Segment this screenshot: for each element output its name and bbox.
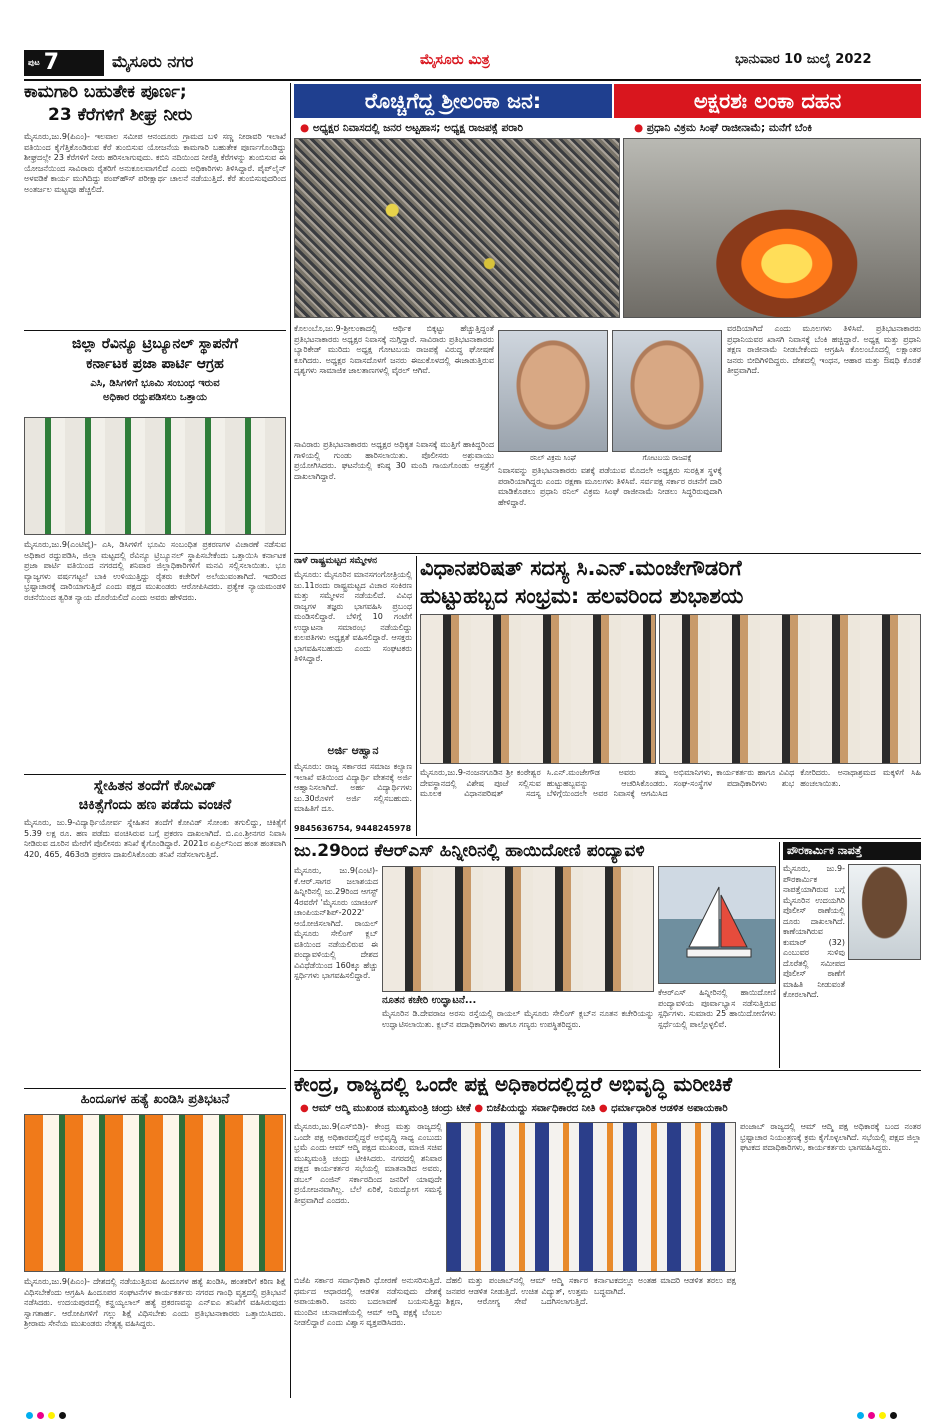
divider (294, 1070, 921, 1071)
lead-portrait-gotabaya (612, 330, 722, 452)
mlc-headline-2: ಹುಟ್ಟುಹಬ್ಬದ ಸಂಭ್ರಮ: ಹಲವರಿಂದ ಶುಭಾಶಯ (420, 584, 744, 608)
page-number-badge (24, 50, 104, 76)
column-rule (290, 83, 291, 1398)
lead-banner-right (614, 84, 921, 118)
bottom-body-2: ಬಿಜೆಪಿ ಸರ್ಕಾರ ಸರ್ವಾಧಿಕಾರಿ ಧೋರಣೆ ಅನುಸರಿಸುತ್ತಿದೆ. ಧರ್ಮದ ಆಧಾರದಲ್ಲಿ ಆಡಳಿತ ನಡೆಸುವುದು ದೇಶಕ್ಕೆ ಅಪಾಯಕಾರಿ. ಜನರು ಬದಲಾವಣೆ ಬಯಸುತ್ತಿದ್ದು ಮುಂದಿನ ಚುನಾವಣೆಯಲ್ಲಿ ಆಮ್ ಆದ್ಮಿ ಪಕ್ಷಕ್ಕೆ ಬೆಂಬಲ ನೀಡಲಿದ್ದಾರೆ ಎಂದು ವಿಶ್ವಾಸ ವ್ಯಕ್ತಪಡಿಸಿದರು. (294, 1276, 442, 1327)
missing-title: ಪೌರಕಾರ್ಮಿಕ ನಾಪತ್ತೆ (783, 842, 921, 860)
sailboat-icon (659, 867, 776, 984)
divider (294, 838, 921, 839)
paper-name: ಮೈಸೂರು ಮಿತ್ರ (420, 52, 490, 68)
section-name: ಮೈಸೂರು ನಗರ (112, 52, 194, 71)
office-photo (382, 866, 654, 992)
lead-bullet-1 (300, 122, 630, 135)
lead-portrait-ranil-caption: ರನಿಲ್ ವಿಕ್ರಮ ಸಿಂಘೆ (530, 454, 576, 462)
left-bottom-headline: ಹಿಂದೂಗಳ ಹತ್ಯೆ ಖಂಡಿಸಿ ಪ್ರತಿಭಟನೆ (80, 1092, 230, 1107)
left-mid-headline-2: ಕರ್ನಾಟಕ ಪ್ರಜಾ ಪಾರ್ಟಿ ಆಗ್ರಹ (86, 356, 224, 372)
bullet-icon: ● (300, 122, 310, 134)
bullet-icon: ● (474, 1103, 484, 1114)
page-label: ಪುಟ (28, 58, 40, 67)
mlc-photo-2 (659, 614, 921, 764)
conference-body: ಮೈಸೂರು: ಮೈಸೂರಿನ ಮಾನಸಗಂಗೋತ್ರಿಯಲ್ಲಿ ಜು.11ರಂದು ರಾಷ್ಟ್ರಮಟ್ಟದ ವಿಚಾರ ಸಂಕಿರಣ ಮತ್ತು ಸಮ್ಮೇಳನ ನಡೆಯಲಿದೆ. ವಿವಿಧ ರಾಜ್ಯಗಳ ತಜ್ಞರು ಭಾಗವಹಿಸಿ ಪ್ರಬಂಧ ಮಂಡಿಸಲಿದ್ದಾರೆ. ಬೆಳಿಗ್ಗೆ 10 ಗಂಟೆಗೆ ಉದ್ಘಾಟನಾ ಸಮಾರಂಭ ನಡೆಯಲಿದ್ದು ಕುಲಪತಿಗಳು ಅಧ್ಯಕ್ಷತೆ ವಹಿಸಲಿದ್ದಾರೆ. ಆಸಕ್ತರು ಭಾಗವಹಿಸಬಹುದು ಎಂದು ಸಂಘಟಕರು ತಿಳಿಸಿದ್ದಾರೆ. (294, 570, 412, 663)
lead-bullet-1-text: ಅಧ್ಯಕ್ಷರ ನಿವಾಸದಲ್ಲಿ ಜನರ ಅಟ್ಟಹಾಸ; ಅಧ್ಯಕ್ಷ ರಾಜಪಕ್ಸೆ ಪರಾರಿ (312, 122, 524, 134)
divider (24, 1088, 286, 1089)
bottom-bullet-1: ಆಮ್ ಆದ್ಮಿ ಮುಖಂಡ ಮುಖ್ಯಮಂತ್ರಿ ಚಂದ್ರು ಟೀಕೆ (312, 1103, 471, 1114)
registration-marks (24, 1404, 68, 1423)
lead-photo-crowd (294, 138, 620, 318)
bottom-body-1: ಮೈಸೂರು,ಜು.9(ಎಸ್‌ಬಿಡಿ)- ಕೇಂದ್ರ ಮತ್ತು ರಾಜ್ಯದಲ್ಲಿ ಒಂದೇ ಪಕ್ಷ ಅಧಿಕಾರದಲ್ಲಿದ್ದರೆ ಅಭಿವೃದ್ಧಿ ಸಾಧ್ಯ ಎಂಬುದು ಭ್ರಮೆ ಎಂದು ಆಮ್ ಆದ್ಮಿ ಪಕ್ಷದ ಮುಖಂಡ, ಮಾಜಿ ಸಚಿವ ಮುಖ್ಯಮಂತ್ರಿ ಚಂದ್ರು ಟೀಕಿಸಿದರು. ನಗರದಲ್ಲಿ ಶನಿವಾರ ಪಕ್ಷದ ಕಾರ್ಯಕರ್ತರ ಸಭೆಯಲ್ಲಿ ಮಾತನಾಡಿದ ಅವರು, ಡಬಲ್ ಎಂಜಿನ್ ಸರ್ಕಾರದಿಂದ ಜನರಿಗೆ ಯಾವುದೇ ಪ್ರಯೋಜನವಾಗಿಲ್ಲ. ಬೆಲೆ ಏರಿಕೆ, ನಿರುದ್ಯೋಗ ಸಮಸ್ಯೆ ತೀವ್ರವಾಗಿದೆ ಎಂದರು. (294, 1122, 442, 1205)
lead-banner-left-text: ರೊಚ್ಚಿಗೆದ್ದ ಶ್ರೀಲಂಕಾ ಜನ: (364, 88, 542, 113)
left-bottom-photo (24, 1114, 286, 1272)
bottom-body-3: ದೆಹಲಿ ಮತ್ತು ಪಂಜಾಬ್‌ನಲ್ಲಿ ಆಮ್ ಆದ್ಮಿ ಸರ್ಕಾರ ಜನಪರ ಆಡಳಿತ ನೀಡುತ್ತಿದೆ. ಉಚಿತ ವಿದ್ಯುತ್, ಉತ್ತಮ ಶಿಕ್ಷಣ, ಆರೋಗ್ಯ ಸೇವೆ ಒದಗಿಸಲಾಗುತ್ತಿದೆ. ಕರ್ನಾಟಕದಲ್ಲೂ ಅಂತಹ ಮಾದರಿ ಆಡಳಿತ ತರಲು ಪಕ್ಷ ಬದ್ಧವಾಗಿದೆ. (446, 1276, 736, 1306)
page-number: 7 (43, 50, 60, 75)
left-bottom-body: ಮೈಸೂರು,ಜು.9(ಪಿಎಂ)- ದೇಶದಲ್ಲಿ ನಡೆಯುತ್ತಿರುವ ಹಿಂದೂಗಳ ಹತ್ಯೆ ಖಂಡಿಸಿ, ಹಂತಕರಿಗೆ ಕಠಿಣ ಶಿಕ್ಷೆ ವಿಧಿಸಬೇಕೆಂದು ಆಗ್ರಹಿಸಿ ಹಿಂದೂಪರ ಸಂಘಟನೆಗಳ ಕಾರ್ಯಕರ್ತರು ನಗರದ ಗಾಂಧಿ ವೃತ್ತದಲ್ಲಿ ಪ್ರತಿಭಟನೆ ನಡೆಸಿದರು. ಉದಯಪುರದಲ್ಲಿ ಕನ್ಹಯ್ಯಲಾಲ್ ಹತ್ಯೆ ಪ್ರಕರಣವನ್ನು ಎನ್‌ಐಎ ತನಿಖೆಗೆ ವಹಿಸಿರುವುದು ಸ್ವಾಗತಾರ್ಹ. ಆರೋಪಿಗಳಿಗೆ ಗಲ್ಲು ಶಿಕ್ಷೆ ವಿಧಿಸಬೇಕು ಎಂದು ಪ್ರತಿಭಟನಾಕಾರರು ಒತ್ತಾಯಿಸಿದರು. ಶ್ರೀರಾಮ ಸೇನೆಯ ಮುಖಂಡರು ನೇತೃತ್ವ ವಹಿಸಿದ್ದರು. (24, 1277, 286, 1328)
left-low-headline-1: ಸ್ನೇಹಿತನ ತಂದೆಗೆ ಕೋವಿಡ್ (93, 778, 217, 794)
left-top-headline-2: 23 ಕೆರೆಗಳಿಗೆ ಶೀಘ್ರ ನೀರು (48, 105, 193, 125)
lead-body-col1b: ಸಾವಿರಾರು ಪ್ರತಿಭಟನಾಕಾರರು ಅಧ್ಯಕ್ಷರ ಅಧಿಕೃತ ನಿವಾಸಕ್ಕೆ ಮುತ್ತಿಗೆ ಹಾಕಿದ್ದರಿಂದ ಗಾಳಿಯಲ್ಲಿ ಗುಂಡು ಹಾರಿಸಲಾಯಿತು. ಪೊಲೀಸರು ಅಶ್ರುವಾಯು ಪ್ರಯೋಗಿಸಿದರು. ಘಟನೆಯಲ್ಲಿ ಕನಿಷ್ಠ 30 ಮಂದಿ ಗಾಯಗೊಂಡು ಆಸ್ಪತ್ರೆಗೆ ದಾಖಲಾಗಿದ್ದಾರೆ. (294, 440, 494, 481)
bottom-headline: ಕೇಂದ್ರ, ರಾಜ್ಯದಲ್ಲಿ ಒಂದೇ ಪಕ್ಷ ಅಧಿಕಾರದಲ್ಲಿದ್ದರೆ ಅಭಿವೃದ್ಧಿ ಮರೀಚಿಕೆ (294, 1072, 733, 1096)
divider (24, 774, 286, 775)
issue-date: ಭಾನುವಾರ 10 ಜುಲೈ 2022 (735, 52, 872, 67)
left-mid-subhead-2: ಅಧಿಕಾರ ರದ್ದುಪಡಿಸಲು ಒತ್ತಾಯ (103, 392, 207, 403)
boat-body: ಮೈಸೂರು, ಜು.9(ಎಂಟಿ)- ಕೆ.ಆರ್.ಸಾಗರ ಜಲಾಶಯದ ಹಿನ್ನೀರಿನಲ್ಲಿ ಜು.29ರಿಂದ ಆಗಸ್ಟ್ 4ರವರೆಗೆ 'ಮೈಸೂರು ಯಾಚಿಂಗ್ ಚಾಂಪಿಯನ್‌ಶಿಪ್-2022' ಆಯೋಜಿಸಲಾಗಿದೆ. ರಾಯಲ್ ಮೈಸೂರು ಸೇಲಿಂಗ್ ಕ್ಲಬ್ ವತಿಯಿಂದ ನಡೆಯಲಿರುವ ಈ ಪಂದ್ಯಾವಳಿಯಲ್ಲಿ ದೇಶದ ವಿವಿಧೆಡೆಯಿಂದ 160ಕ್ಕೂ ಹೆಚ್ಚು ಸ್ಪರ್ಧಿಗಳು ಭಾಗವಹಿಸಲಿದ್ದಾರೆ. (294, 866, 378, 980)
lead-banner-right-text: ಅಕ್ಷರಶಃ ಲಂಕಾ ದಹನ (693, 88, 842, 113)
registration-marks (855, 1404, 899, 1423)
left-mid-subhead-1: ಎಸಿ, ಡಿಸಿಗಳಿಗೆ ಭೂಮಿ ಸಂಬಂಧ ಇರುವ (90, 378, 220, 389)
mlc-body: ಮೈಸೂರು,ಜು.9-ನಂಜನಗೂಡಿನ ಶ್ರೀ ಕಂಠೇಶ್ವರ ದೇವಸ್ಥಾನದಲ್ಲಿ ವಿಶೇಷ ಪೂಜೆ ಸಲ್ಲಿಸುವ ಮೂಲಕ ವಿಧಾನಪರಿಷತ್ ಸದಸ್ಯ ಸಿ.ಎನ್.ಮಂಜೇಗೌಡ ಅವರು ತಮ್ಮ ಹುಟ್ಟುಹಬ್ಬವನ್ನು ಆಚರಿಸಿಕೊಂಡರು. ಬೆಳಿಗ್ಗೆಯಿಂದಲೇ ಅವರ ನಿವಾಸಕ್ಕೆ ಆಗಮಿಸಿದ ಅಭಿಮಾನಿಗಳು, ಕಾರ್ಯಕರ್ತರು ಹಾಗೂ ವಿವಿಧ ಸಂಘ-ಸಂಸ್ಥೆಗಳ ಪದಾಧಿಕಾರಿಗಳು ಶುಭ ಕೋರಿದರು. ಅನಾಥಾಶ್ರಮದ ಮಕ್ಕಳಿಗೆ ಸಿಹಿ ಹಂಚಲಾಯಿತು. (420, 768, 921, 798)
bullet-icon: ● (598, 1103, 608, 1114)
bottom-bullet-3: ಧರ್ಮಾಧಾರಿತ ಆಡಳಿತ ಅಪಾಯಕಾರಿ (611, 1103, 728, 1114)
mlc-headline-1: ವಿಧಾನಪರಿಷತ್ ಸದಸ್ಯ ಸಿ.ಎನ್.ಮಂಜೇಗೌಡರಿಗೆ (420, 556, 742, 580)
bottom-bullets (300, 1103, 921, 1114)
column-rule (416, 556, 417, 836)
bottom-body-4: ಪಂಜಾಬ್ ರಾಜ್ಯದಲ್ಲಿ ಆಮ್ ಆದ್ಮಿ ಪಕ್ಷ ಅಧಿಕಾರಕ್ಕೆ ಬಂದ ನಂತರ ಭ್ರಷ್ಟಾಚಾರ ನಿಯಂತ್ರಣಕ್ಕೆ ಕ್ರಮ ಕೈಗೊಳ್ಳಲಾಗಿದೆ. ಸಭೆಯಲ್ಲಿ ಪಕ್ಷದ ಜಿಲ್ಲಾ ಘಟಕದ ಪದಾಧಿಕಾರಿಗಳು, ಕಾರ್ಯಕರ್ತರು ಭಾಗವಹಿಸಿದ್ದರು. (740, 1122, 921, 1152)
bottom-bullet-2: ಬಿಜೆಪಿಯದ್ದು ಸರ್ವಾಧಿಕಾರದ ನೀತಿ (486, 1103, 596, 1114)
office-caption: ನೂತನ ಕಚೇರಿ ಉದ್ಘಾಟನೆ... (382, 995, 477, 1006)
boat-caption: ಕೆಆರ್‌ಎಸ್ ಹಿನ್ನೀರಿನಲ್ಲಿ ಹಾಯಿದೋಣಿ ಪಂದ್ಯಾವಳಿಯ ಪೂರ್ವಾಭ್ಯಾಸ ನಡೆಸುತ್ತಿರುವ ಸ್ಪರ್ಧಿಗಳು. ಸುಮಾರು 25 ಹಾಯಿದೋಣಿಗಳು ಸ್ಪರ್ಧೆಯಲ್ಲಿ ಪಾಲ್ಗೊಳ್ಳಲಿವೆ. (658, 988, 776, 1029)
lead-bullet-2-text: ಪ್ರಧಾನಿ ವಿಕ್ರಮ ಸಿಂಘೆ ರಾಜೀನಾಮೆ; ಮನೆಗೆ ಬೆಂಕಿ (646, 122, 813, 134)
left-top-headline-1: ಕಾಮಗಾರಿ ಬಹುತೇಕ ಪೂರ್ಣ; (24, 82, 187, 102)
lead-portrait-gotabaya-caption: ಗೋಟಬಯ ರಾಜಪಕ್ಸೆ (642, 454, 692, 462)
left-mid-headline-1: ಜಿಲ್ಲಾ ರೆವಿನ್ಯೂ ಟ್ರಿಬ್ಯೂನಲ್ ಸ್ಥಾಪನೆಗೆ (71, 336, 239, 352)
missing-body: ಮೈಸೂರು, ಜು.9- ಪೌರಕಾರ್ಮಿಕ ನಾಪತ್ತೆಯಾಗಿರುವ ಬಗ್ಗೆ ಮೈಸೂರಿನ ಉದಯಗಿರಿ ಪೊಲೀಸ್ ಠಾಣೆಯಲ್ಲಿ ದೂರು ದಾಖಲಾಗಿದೆ. ಕಾಣೆಯಾಗಿರುವ ಕುಮಾರ್ (32) ಎಂಬುವರ ಸುಳಿವು ದೊರೆತಲ್ಲಿ ಸಮೀಪದ ಪೊಲೀಸ್ ಠಾಣೆಗೆ ಮಾಹಿತಿ ನೀಡುವಂತೆ ಕೋರಲಾಗಿದೆ. (783, 864, 845, 999)
missing-photo (848, 864, 921, 960)
bullet-icon: ● (300, 1103, 309, 1114)
boat-headline: ಜು.29ರಿಂದ ಕೆಆರ್‌ಎಸ್ ಹಿನ್ನೀರಿನಲ್ಲಿ ಹಾಯಿದೋಣಿ ಪಂದ್ಯಾವಳಿ (294, 841, 645, 861)
masthead-rule (24, 79, 921, 81)
office-body: ಮೈಸೂರಿನ ಡಿ.ದೇವರಾಜ ಅರಸು ರಸ್ತೆಯಲ್ಲಿ ರಾಯಲ್ ಮೈಸೂರು ಸೇಲಿಂಗ್ ಕ್ಲಬ್‌ನ ನೂತನ ಕಚೇರಿಯನ್ನು ಉದ್ಘಾಟಿಸಲಾಯಿತು. ಕ್ಲಬ್‌ನ ಪದಾಧಿಕಾರಿಗಳು ಹಾಗೂ ಗಣ್ಯರು ಉಪಸ್ಥಿತರಿದ್ದರು. (382, 1009, 654, 1029)
bullet-icon: ● (634, 122, 644, 134)
lead-body-col2: ನಿವಾಸವನ್ನು ಪ್ರತಿಭಟನಾಕಾರರು ವಶಕ್ಕೆ ಪಡೆಯುವ ಮೊದಲೇ ಅಧ್ಯಕ್ಷರು ಸುರಕ್ಷಿತ ಸ್ಥಳಕ್ಕೆ ಪರಾರಿಯಾಗಿದ್ದರು ಎಂದು ರಕ್ಷಣಾ ಮೂಲಗಳು ತಿಳಿಸಿವೆ. ಸರ್ವಪಕ್ಷ ಸರ್ಕಾರ ರಚನೆಗೆ ದಾರಿ ಮಾಡಿಕೊಡಲು ಪ್ರಧಾನಿ ರನಿಲ್ ವಿಕ್ರಮ ಸಿಂಘೆ ರಾಜೀನಾಮೆ ನೀಡಲು ಸಿದ್ಧರಿರುವುದಾಗಿ ಹೇಳಿದ್ದಾರೆ. (498, 466, 722, 507)
left-low-headline-2: ಚಿಕಿತ್ಸೆಗೆಂದು ಹಣ ಪಡೆದು ವಂಚನೆ (78, 797, 232, 813)
lead-portrait-ranil (498, 330, 608, 452)
left-low-body: ಮೈಸೂರು, ಜು.9-ವಿದ್ಯಾರ್ಥಿಯೋರ್ವ ಸ್ನೇಹಿತನ ತಂದೆಗೆ ಕೋವಿಡ್ ಸೋಂಕು ತಗುಲಿದ್ದು, ಚಿಕಿತ್ಸೆಗೆ 5.39 ಲಕ್ಷ ರೂ. ಹಣ ಪಡೆದು ವಂಚಿಸಿರುವ ಬಗ್ಗೆ ಪ್ರಕರಣ ದಾಖಲಾಗಿದೆ. ಬಿ.ಎಂ.ಶ್ರೀನಗರ ನಿವಾಸಿ ನೀಡಿರುವ ದೂರಿನ ಮೇರೆಗೆ ಪೊಲೀಸರು ತನಿಖೆ ಕೈಗೊಂಡಿದ್ದಾರೆ. 2021ರ ಏಪ್ರಿಲ್‌ನಿಂದ ಹಂತ ಹಂತವಾಗಿ 420, 465, 463ರಡಿ ಪ್ರಕರಣ ದಾಖಲಿಸಿಕೊಂಡು ತನಿಖೆ ನಡೆಸಲಾಗುತ್ತಿದೆ. (24, 818, 286, 859)
conference-title: ನಾಳೆ ರಾಷ್ಟ್ರಮಟ್ಟದ ಸಮ್ಮೇಳನ (294, 556, 377, 566)
invite-phone: 9845636754, 9448245978 (294, 824, 412, 833)
invite-body: ಮೈಸೂರು: ರಾಜ್ಯ ಸರ್ಕಾರದ ಸಮಾಜ ಕಲ್ಯಾಣ ಇಲಾಖೆ ವತಿಯಿಂದ ವಿದ್ಯಾರ್ಥಿ ವೇತನಕ್ಕೆ ಅರ್ಜಿ ಆಹ್ವಾನಿಸಲಾಗಿದೆ. ಅರ್ಹ ವಿದ್ಯಾರ್ಥಿಗಳು ಜು.30ರೊಳಗೆ ಅರ್ಜಿ ಸಲ್ಲಿಸಬಹುದು. ಮಾಹಿತಿಗೆ ದೂ. (294, 762, 412, 813)
mlc-photo-1 (420, 614, 656, 764)
left-mid-photo (24, 417, 286, 535)
divider (294, 553, 921, 554)
divider (24, 330, 286, 331)
left-top-body: ಮೈಸೂರು,ಜು.9(ಪಿಎಂ)- ಇಲವಾಲ ಸಮೀಪ ಆನಂದೂರು ಗ್ರಾಮದ ಬಳಿ ಸಣ್ಣ ನೀರಾವರಿ ಇಲಾಖೆ ವತಿಯಿಂದ ಕೈಗೆತ್ತಿಕೊಂಡಿರುವ ಕೆರೆ ತುಂಬಿಸುವ ಯೋಜನೆಯ ಕಾಮಗಾರಿ ಬಹುತೇಕ ಪೂರ್ಣಗೊಂಡಿದ್ದು ಶೀಘ್ರದಲ್ಲೇ 23 ಕೆರೆಗಳಿಗೆ ನೀರು ಹರಿಸಲಾಗುವುದು. ಕಬಿನಿ ನದಿಯಿಂದ ನೀರೆತ್ತಿ ಕೆರೆಗಳನ್ನು ತುಂಬಿಸುವ ಈ ಯೋಜನೆಯಿಂದ ಸಾವಿರಾರು ರೈತರಿಗೆ ಅನುಕೂಲವಾಗಲಿದೆ ಎಂದು ಅಧಿಕಾರಿಗಳು ತಿಳಿಸಿದ್ದಾರೆ. ಪೈಪ್‌ಲೈನ್ ಅಳವಡಿಕೆ ಕಾರ್ಯ ಮುಗಿದಿದ್ದು ಪಂಪ್‌ಹೌಸ್ ಪರೀಕ್ಷಾರ್ಥ ಚಾಲನೆ ನಡೆಯುತ್ತಿದೆ. ಕೆರೆ ತುಂಬಿಸುವುದರಿಂದ ಅಂತರ್ಜಲ ಮಟ್ಟವೂ ಹೆಚ್ಚಲಿದೆ. (24, 132, 286, 194)
lead-body-col1: ಕೊಲಂಬೊ,ಜು.9-ಶ್ರೀಲಂಕಾದಲ್ಲಿ ಆರ್ಥಿಕ ಬಿಕ್ಕಟ್ಟು ಹೆಚ್ಚುತ್ತಿದ್ದಂತೆ ಪ್ರತಿಭಟನಾಕಾರರು ಅಧ್ಯಕ್ಷರ ನಿವಾಸಕ್ಕೆ ನುಗ್ಗಿದ್ದಾರೆ. ಸಾವಿರಾರು ಪ್ರತಿಭಟನಾಕಾರರು ಬ್ಯಾರಿಕೇಡ್ ಮುರಿದು ಅಧ್ಯಕ್ಷ ಗೋಟಬಯ ರಾಜಪಕ್ಸೆ ವಿರುದ್ಧ ಘೋಷಣೆ ಕೂಗಿದರು. ಅಧ್ಯಕ್ಷರ ನಿವಾಸದೊಳಗೆ ಜನರು ಈಜುಕೊಳದಲ್ಲಿ ಈಜಾಡುತ್ತಿರುವ ದೃಶ್ಯಗಳು ಸಾಮಾಜಿಕ ಜಾಲತಾಣಗಳಲ್ಲಿ ವೈರಲ್ ಆಗಿವೆ. (294, 324, 494, 375)
invite-title: ಅರ್ಜಿ ಆಹ್ವಾನ (327, 744, 379, 757)
lead-banner-left (294, 84, 612, 118)
left-mid-body: ಮೈಸೂರು,ಜು.9(ಎಂಟಿವೈ)- ಎಸಿ, ಡಿಸಿಗಳಿಗೆ ಭೂಮಿ ಸಂಬಂಧಿತ ಪ್ರಕರಣಗಳ ವಿಚಾರಣೆ ನಡೆಸುವ ಅಧಿಕಾರ ರದ್ದುಪಡಿಸಿ, ಜಿಲ್ಲಾ ಮಟ್ಟದಲ್ಲಿ ರೆವಿನ್ಯೂ ಟ್ರಿಬ್ಯೂನಲ್ ಸ್ಥಾಪಿಸಬೇಕೆಂದು ಒತ್ತಾಯಿಸಿ ಕರ್ನಾಟಕ ಪ್ರಜಾ ಪಾರ್ಟಿ ವತಿಯಿಂದ ನಗರದಲ್ಲಿ ಶನಿವಾರ ಜಿಲ್ಲಾಧಿಕಾರಿಗಳಿಗೆ ಮನವಿ ಸಲ್ಲಿಸಲಾಯಿತು. ಭೂ ವ್ಯಾಜ್ಯಗಳು ವರ್ಷಗಟ್ಟಲೆ ಬಾಕಿ ಉಳಿಯುತ್ತಿದ್ದು ರೈತರು ಕಚೇರಿಗೆ ಅಲೆಯುವಂತಾಗಿದೆ. ಇದರಿಂದ ಭ್ರಷ್ಟಾಚಾರಕ್ಕೆ ದಾರಿಯಾಗುತ್ತಿದೆ ಎಂದು ಪಕ್ಷದ ಮುಖಂಡರು ಆರೋಪಿಸಿದರು. ಪ್ರತ್ಯೇಕ ನ್ಯಾಯಮಂಡಳಿ ರಚನೆಯಿಂದ ತ್ವರಿತ ನ್ಯಾಯ ದೊರೆಯಲಿದೆ ಎಂದು ಅವರು ಹೇಳಿದರು. (24, 540, 286, 602)
lead-body-col3: ವರದಿಯಾಗಿದೆ ಎಂದು ಮೂಲಗಳು ತಿಳಿಸಿವೆ. ಪ್ರತಿಭಟನಾಕಾರರು ಪ್ರಧಾನಿಯವರ ಖಾಸಗಿ ನಿವಾಸಕ್ಕೆ ಬೆಂಕಿ ಹಚ್ಚಿದ್ದಾರೆ. ಅಧ್ಯಕ್ಷ ಮತ್ತು ಪ್ರಧಾನಿ ತಕ್ಷಣ ರಾಜೀನಾಮೆ ನೀಡಬೇಕೆಂದು ಆಗ್ರಹಿಸಿ ಕೊಲಂಬೊದಲ್ಲಿ ಲಕ್ಷಾಂತರ ಜನರು ಬೀದಿಗಿಳಿದಿದ್ದರು. ದೇಶದಲ್ಲಿ ಇಂಧನ, ಆಹಾರ ಮತ್ತು ಔಷಧಿ ಕೊರತೆ ತೀವ್ರವಾಗಿದೆ. (727, 324, 921, 375)
boat-photo (658, 866, 776, 984)
lead-photo-fire (623, 138, 921, 318)
column-rule (779, 842, 780, 1068)
bottom-photo (446, 1122, 736, 1272)
lead-bullet-2 (634, 122, 924, 135)
